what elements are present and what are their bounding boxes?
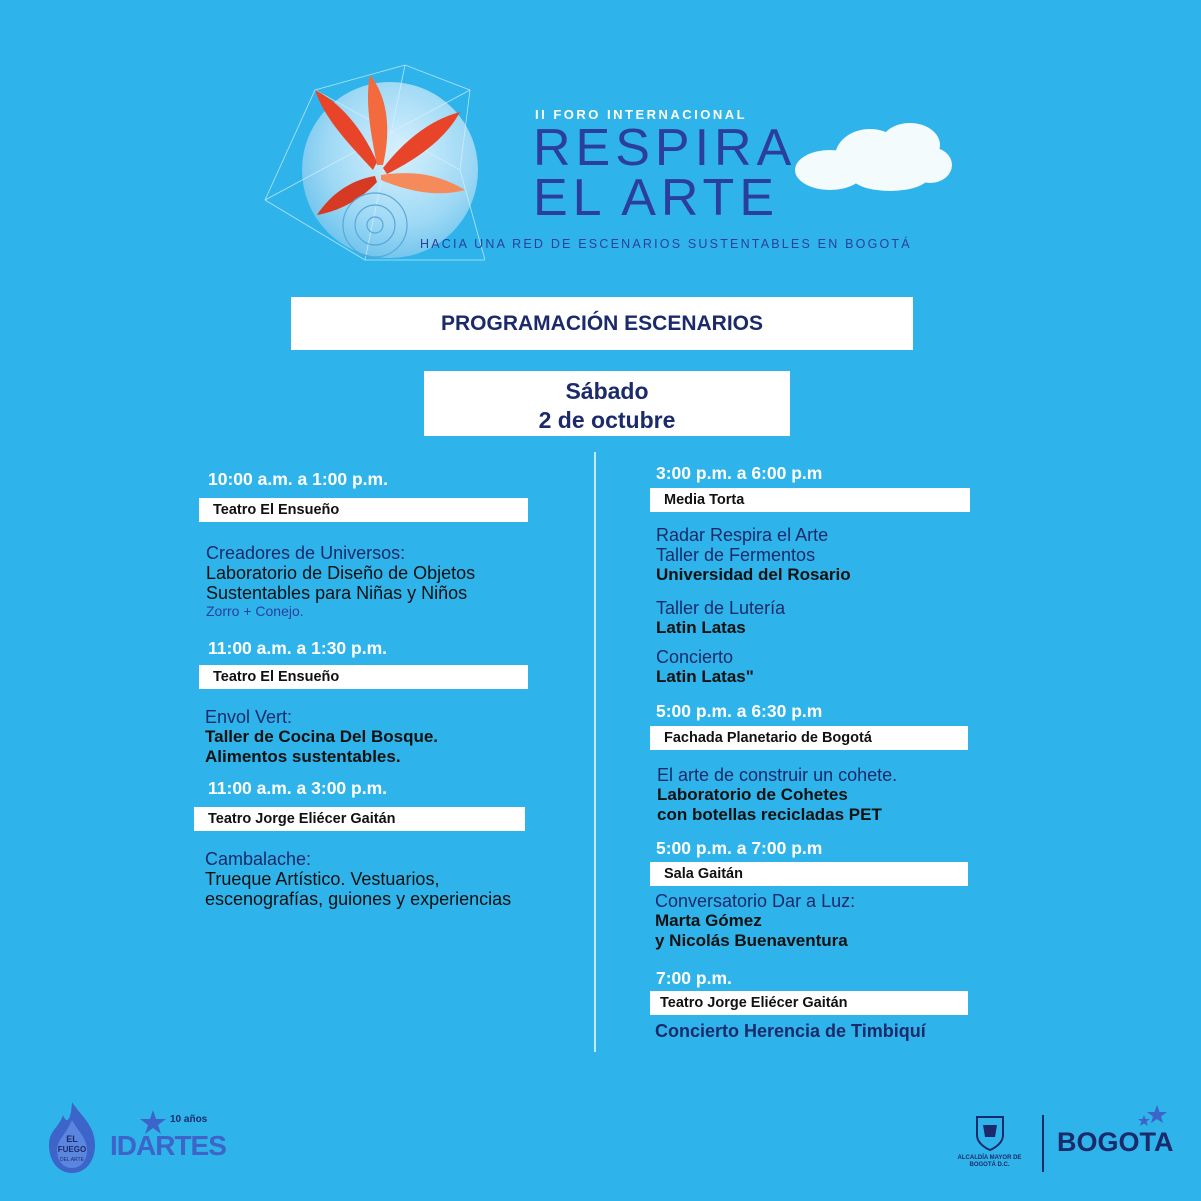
date-box <box>424 371 790 436</box>
event-description <box>656 598 785 638</box>
event-description <box>657 765 897 825</box>
event-venue: Fachada Planetario de Bogotá <box>650 726 968 750</box>
event-detail: escenografías, guiones y experiencias <box>205 889 512 909</box>
event-detail: Latin Latas <box>656 618 746 637</box>
event-venue: Teatro El Ensueño <box>199 665 528 689</box>
event-description <box>656 525 851 585</box>
event-time: 5:00 p.m. a 7:00 p.m <box>656 838 823 858</box>
title-line-2: EL ARTE <box>533 169 779 227</box>
event-time: 3:00 p.m. a 6:00 p.m <box>656 463 823 483</box>
svg-text:FUEGO: FUEGO <box>57 1145 87 1154</box>
date-date: 2 de octubre <box>538 407 676 433</box>
tagline: HACIA UNA RED DE ESCENARIOS SUSTENTABLES EN BOGOTÁ <box>420 237 912 251</box>
title-line-1: RESPIRA <box>533 119 797 177</box>
event-venue: Teatro Jorge Eliécer Gaitán <box>194 807 525 831</box>
event-note: Zorro + Conejo. <box>206 603 304 619</box>
idartes-years: 10 años <box>170 1114 208 1125</box>
bogota-logo <box>1055 1105 1175 1165</box>
event-title: Conversatorio Dar a Luz: <box>655 891 856 911</box>
event-venue: Sala Gaitán <box>650 862 968 886</box>
event-time: 7:00 p.m. <box>656 968 732 988</box>
program-title-box <box>291 297 913 350</box>
event-detail: Laboratorio de Cohetes <box>657 785 848 804</box>
event-detail: Marta Gómez <box>655 911 762 930</box>
event-detail: y Nicolás Buenaventura <box>655 931 848 950</box>
event-time: 5:00 p.m. a 6:30 p.m <box>656 701 823 721</box>
event-time: 11:00 a.m. a 3:00 p.m. <box>208 778 387 798</box>
event-time: 11:00 a.m. a 1:30 p.m. <box>208 638 387 658</box>
event-title: Creadores de Universos: <box>206 543 406 563</box>
footer-divider <box>1042 1115 1044 1172</box>
event-description <box>205 707 438 767</box>
event-detail: Latin Latas" <box>656 667 754 686</box>
event-description <box>655 891 855 951</box>
event-description <box>206 543 475 619</box>
svg-text:DEL ARTE: DEL ARTE <box>60 1157 84 1163</box>
fuego-del-arte-logo <box>45 1100 100 1175</box>
event-title: El arte de construir un cohete. <box>657 765 898 785</box>
event-title: Concierto Herencia de Timbiquí <box>655 1021 926 1041</box>
event-title: Taller de Fermentos <box>656 545 816 565</box>
event-detail: Taller de Cocina Del Bosque. <box>205 727 439 746</box>
event-detail: Universidad del Rosario <box>656 565 851 584</box>
bogota-wordmark: BOGOTA <box>1057 1127 1174 1157</box>
event-venue: Teatro Jorge Eliécer Gaitán <box>650 991 968 1015</box>
cloud-icon <box>790 115 955 195</box>
idartes-logo <box>110 1110 225 1165</box>
coat-of-arms-icon <box>975 1115 1005 1151</box>
event-title: Envol Vert: <box>205 707 293 727</box>
event-title: Cambalache: <box>205 849 312 869</box>
event-venue: Teatro El Ensueño <box>199 498 528 522</box>
event-detail: Laboratorio de Diseño de Objetos <box>206 563 476 583</box>
alcaldia-text: ALCALDÍA MAYOR DE BOGOTÁ D.C. <box>957 1155 1022 1168</box>
svg-text:EL: EL <box>66 1134 78 1144</box>
event-venue: Media Torta <box>650 488 970 512</box>
alcaldia-logo <box>957 1115 1022 1175</box>
event-title: Concierto <box>656 647 734 667</box>
event-description <box>656 647 754 687</box>
event-title: Taller de Lutería <box>656 598 786 618</box>
event-detail: Trueque Artístico. Vestuarios, <box>205 869 440 889</box>
event-detail: Sustentables para Niñas y Niños <box>206 583 468 603</box>
event-detail: con botellas recicladas PET <box>657 805 882 824</box>
forum-kicker: II FORO INTERNACIONAL <box>535 107 748 122</box>
date-day: Sábado <box>565 378 649 404</box>
event-description <box>205 849 511 909</box>
event-detail: Alimentos sustentables. <box>205 747 401 766</box>
program-title: PROGRAMACIÓN ESCENARIOS <box>440 311 764 335</box>
event-title: Radar Respira el Arte <box>656 525 829 545</box>
column-divider <box>594 452 596 1052</box>
event-time: 10:00 a.m. a 1:00 p.m. <box>208 469 388 489</box>
idartes-wordmark: IDARTES <box>110 1130 226 1161</box>
